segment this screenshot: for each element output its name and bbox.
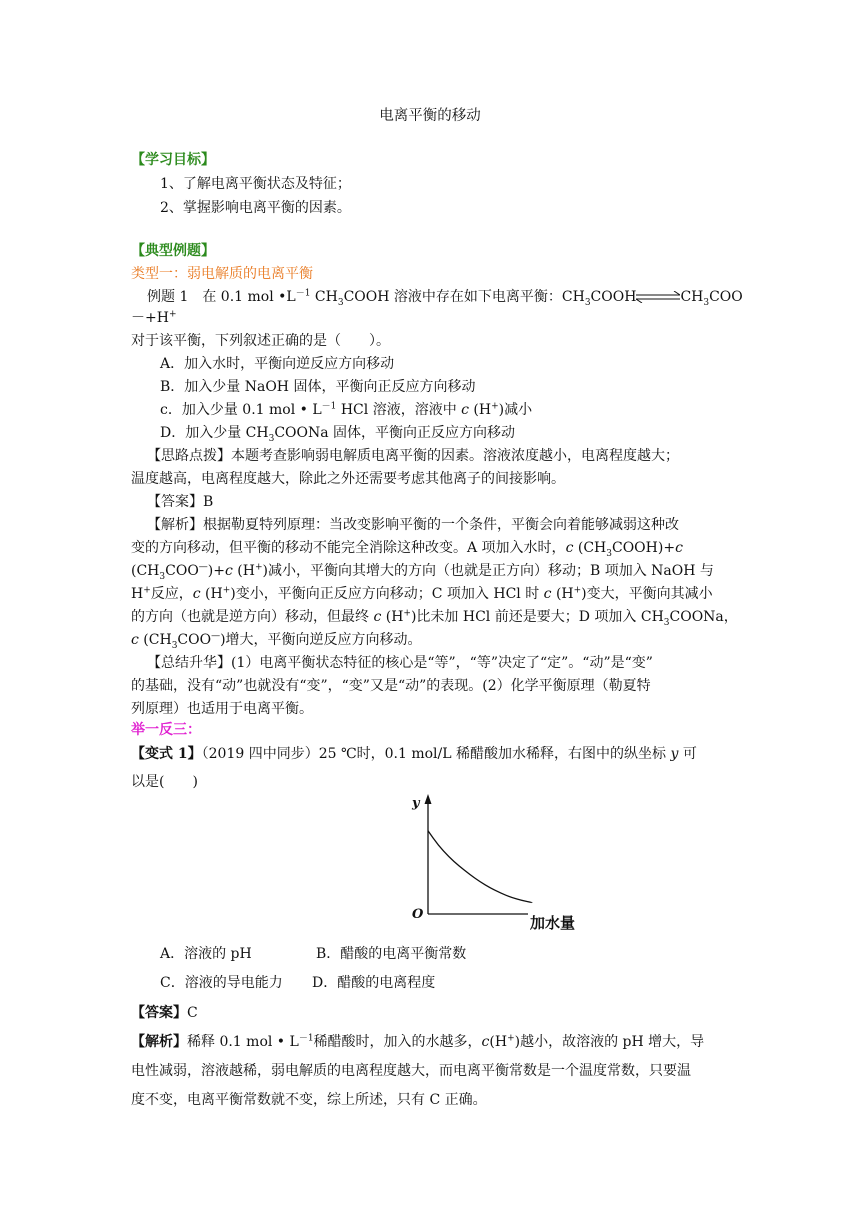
summary-line: 的基础，没有“动”也就没有“变”，“变”又是“动”的表现。(2）化学平衡原理（勒夏特 <box>131 678 651 694</box>
analysis1-line: 的方向（也就是逆方向）移动，但最终 c (H+)比未加 HCl 前还是要大；D 项加入 $CH_3COONa$， <box>131 608 738 628</box>
variant-option-a: A．溶液的 pH <box>160 946 252 962</box>
summary-line: 列原理）也适用于电离平衡。 <box>131 701 313 717</box>
series-line <box>428 831 532 903</box>
y-axis-arrow-icon <box>425 794 432 804</box>
variant1-answer: 【答案】C <box>131 1005 198 1021</box>
page-title: 电离平衡的移动 <box>379 108 481 124</box>
variant1-analysis-line: 【解析】稀释 0.1 mol • $L^{-1}$稀醋酸时，加入的水越多，c(H+)越小，故溶液的 pH 增大，导 <box>131 1033 705 1050</box>
option-d: D．加入少量 $CH_3COONa$ 固体，平衡向正反应方向移动 <box>160 425 516 444</box>
option-a: A．加入水时，平衡向逆反应方向移动 <box>160 356 395 372</box>
y-axis-label: y <box>412 796 420 811</box>
dilution-chart <box>400 790 590 935</box>
answer1: 【答案】B <box>147 494 214 510</box>
analysis1-line: 【解析】根据勒夏特列原理：当改变影响平衡的一个条件，平衡会向着能够减弱这种改 <box>147 517 679 533</box>
practice-heading: 举一反三： <box>131 722 201 738</box>
example1-stem-wrap: －+H+ <box>131 309 177 326</box>
variant1-analysis-line: 度不变，电离平衡常数就不变，综上所述，只有 C 正确。 <box>131 1092 487 1108</box>
option-b: B．加入少量 NaOH 固体，平衡向正反应方向移动 <box>160 379 476 395</box>
variant-option-c: C．溶液的导电能力 <box>160 975 283 991</box>
option-c: c．加入少量 0.1 mol • $L^{-1}$ HCl 溶液，溶液中 c (H+)减小 <box>160 401 533 418</box>
analysis1-line: $(CH_3COO^—)+c$ (H+)减小，平衡向其增大的方向（也就是正方向）移动；B 项加入 NaOH 与 <box>131 562 714 582</box>
type-heading: 类型一：弱电解质的电离平衡 <box>131 266 313 282</box>
origin-label: O <box>412 907 424 922</box>
summary-line: 【总结升华】(1）电离平衡状态特征的核心是“等”，“等”决定了“定”。“动”是“变” <box>147 655 653 671</box>
variant-option-d: D．醋酸的电离程度 <box>312 975 436 991</box>
goals-heading: 【学习目标】 <box>131 152 215 168</box>
example1-stem: 例题 1 在 0.1 mol $•L^{-1}$ $CH_3COOH$ 溶液中存在如下电离平衡：$CH_3COOH$ $CH_3COO$ <box>147 288 743 308</box>
variant1-stem-wrap: 以是( ) <box>131 774 198 790</box>
equilibrium-arrow-icon <box>636 291 680 303</box>
variant1-stem: 【变式 1】（2019 四中同步）25 ℃时，0.1 mol/L 稀醋酸加水稀释，右图中的纵坐标 y 可 <box>131 746 697 762</box>
examples-heading: 【典型例题】 <box>131 243 215 259</box>
analysis1-line: c $(CH_3COO^—)$增大，平衡向逆反应方向移动。 <box>131 631 422 651</box>
goal-item: 1、了解电离平衡状态及特征； <box>160 176 351 192</box>
goal-item: 2、掌握影响电离平衡的因素。 <box>160 200 351 216</box>
variant-option-b: B．醋酸的电离平衡常数 <box>316 946 467 962</box>
example1-question: 对于该平衡，下列叙述正确的是（ ）。 <box>131 333 390 349</box>
hint-line: 【思路点拨】本题考查影响弱电解质电离平衡的因素。溶液浓度越小，电离程度越大； <box>147 448 679 464</box>
analysis1-line: 变的方向移动，但平衡的移动不能完全消除这种改变。A 项加入水时，c $(CH_3COOH)+c$ <box>131 540 683 559</box>
analysis1-line: H+反应，c (H+)变小，平衡向正反应方向移动；C 项加入 HCl 时 c (H+)变大，平衡向其减小 <box>131 585 713 602</box>
hint-line: 温度越高，电离程度越大，除此之外还需要考虑其他离子的间接影响。 <box>131 471 565 487</box>
x-axis-label: 加水量 <box>530 914 576 932</box>
variant1-analysis-line: 电性减弱，溶液越稀，弱电解质的电离程度越大，而电离平衡常数是一个温度常数，只要温 <box>131 1063 691 1079</box>
